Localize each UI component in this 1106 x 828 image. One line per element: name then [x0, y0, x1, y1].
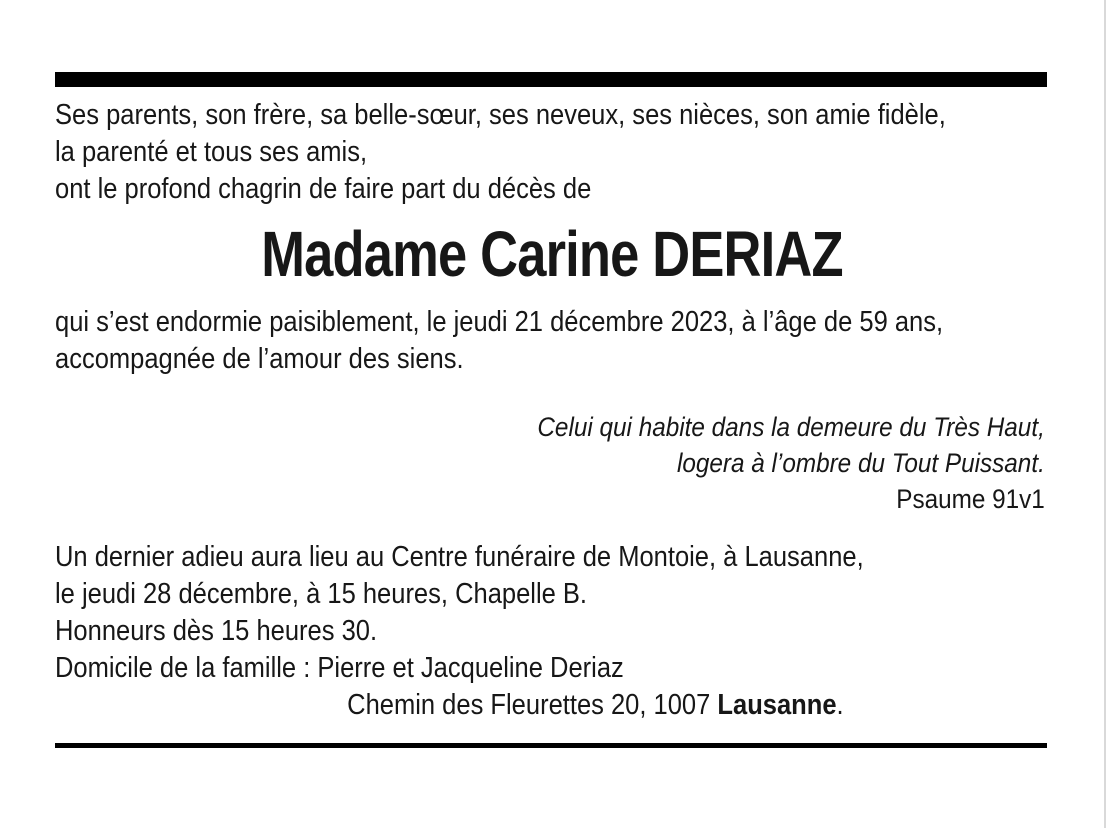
death-paragraph [55, 304, 943, 378]
family-address-line [55, 687, 864, 724]
intro-line-2: la parenté et tous ses amis, [55, 136, 368, 168]
address-prefix: Chemin des Fleurettes 20, 1007 [347, 689, 718, 721]
ceremony-line-2: le jeudi 28 décembre, à 15 heures, Chapelle B. [55, 578, 588, 610]
death-line-2: accompagnée de l’amour des siens. [55, 343, 464, 375]
death-line-1: qui s’est endormie paisiblement, le jeudi 21 décembre 2023, à l’âge de 59 ans, [55, 306, 944, 338]
ceremony-line-3: Honneurs dès 15 heures 30. [55, 615, 378, 647]
scripture-verse [538, 409, 1045, 517]
psalm-reference: Psaume 91v1 [896, 484, 1045, 514]
verse-line-2: logera à l’ombre du Tout Puissant. [677, 448, 1045, 478]
ceremony-line-1: Un dernier adieu aura lieu au Centre funéraire de Montoie, à Lausanne, [55, 541, 864, 573]
deceased-name: Madame Carine DERIAZ [261, 218, 843, 290]
bottom-rule [55, 743, 1047, 748]
ceremony-line-4: Domicile de la famille : Pierre et Jacqueline Deriaz [55, 652, 624, 684]
intro-paragraph [55, 97, 946, 208]
verse-line-1: Celui qui habite dans la demeure du Très Haut, [537, 412, 1045, 442]
intro-line-3: ont le profond chagrin de faire part du décès de [55, 173, 592, 205]
top-rule [55, 72, 1047, 87]
address-city: Lausanne [717, 689, 837, 721]
address-suffix: . [836, 689, 844, 721]
intro-line-1: Ses parents, son frère, sa belle-sœur, ses neveux, ses nièces, son amie fidèle, [55, 99, 946, 131]
ceremony-paragraph [55, 539, 864, 724]
